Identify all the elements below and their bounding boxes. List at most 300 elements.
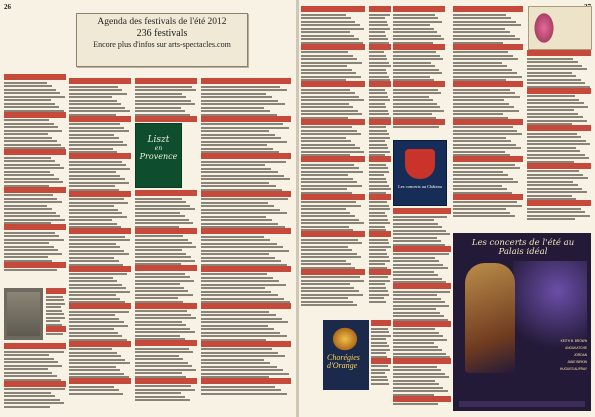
listing-text-line [393, 65, 435, 67]
listing-text-line [369, 65, 391, 67]
listing-text-line [69, 348, 112, 350]
listing-text-line [369, 263, 385, 265]
date-header-bar [393, 396, 451, 402]
listing-text-line [135, 198, 182, 200]
listing-text-line [393, 312, 440, 314]
artist-lineup [521, 338, 587, 373]
listing-text-line [135, 86, 192, 88]
listing-text-line [69, 134, 114, 136]
listing-text-line [69, 253, 129, 255]
fleur-ad [528, 6, 592, 50]
listing-text-line [393, 278, 442, 280]
listing-text-line [46, 306, 61, 308]
listing-text-line [201, 219, 272, 221]
listing-text-line [69, 110, 130, 112]
listing-text-line [393, 21, 442, 23]
listing-text-line [453, 188, 507, 190]
listing-text-line [527, 177, 588, 179]
listing-text-line [369, 297, 384, 299]
listing-text-line [453, 167, 520, 169]
listing-text-line [453, 133, 522, 135]
listing-text-line [201, 236, 264, 238]
listing-text-line [4, 358, 54, 360]
listing-text-line [135, 93, 182, 95]
listing-text-line [301, 249, 352, 251]
date-header-bar [46, 326, 66, 332]
listing-text-line [69, 335, 122, 337]
listing-text-line [393, 233, 450, 235]
date-header-bar [69, 228, 131, 234]
listing-text-line [393, 301, 445, 303]
listing-text-line [135, 249, 182, 251]
listing-text-line [369, 242, 389, 244]
listing-text-line [369, 181, 387, 183]
listing-text-line [4, 96, 65, 98]
listing-text-line [527, 150, 580, 152]
date-header-bar [453, 6, 523, 12]
listing-text-line [69, 178, 125, 180]
listing-text-line [69, 100, 117, 102]
listing-text-line [201, 260, 281, 262]
listing-text-line [527, 147, 576, 149]
listing-text-line [527, 95, 575, 97]
listing-text-line [301, 14, 346, 16]
listing-text-line [135, 392, 181, 394]
listing-text-line [527, 102, 584, 104]
agenda-header-box [76, 13, 248, 67]
listing-text-line [393, 332, 439, 334]
listing-text-line [369, 294, 389, 296]
listing-text-line [527, 106, 588, 108]
listing-text-line [69, 332, 118, 334]
listing-text-line [301, 103, 349, 105]
listing-text-line [4, 212, 56, 214]
listing-text-line [69, 239, 130, 241]
listing-text-line [453, 21, 516, 23]
listing-text-line [201, 311, 269, 313]
listing-text-line [69, 355, 121, 357]
listing-text-line [135, 314, 191, 316]
listing-text-line [371, 338, 386, 340]
listing-text-line [527, 61, 578, 63]
listing-text-line [201, 369, 283, 371]
listing-text-line [369, 96, 388, 98]
listing-text-line [4, 399, 60, 401]
festival-photo-ad [4, 288, 43, 340]
listing-text-line [69, 311, 129, 313]
date-header-bar [369, 194, 391, 200]
listing-text-line [301, 260, 346, 262]
listing-column [453, 6, 523, 229]
listing-text-line [369, 219, 388, 221]
listing-text-line [453, 164, 515, 166]
listing-text-line [371, 352, 386, 354]
listing-text-line [301, 89, 350, 91]
listing-text-line [135, 212, 180, 214]
listing-text-line [4, 85, 52, 87]
listing-text-line [369, 113, 389, 115]
listing-text-line [527, 174, 583, 176]
listing-column [527, 50, 591, 230]
listing-text-line [135, 317, 196, 319]
listing-text-line [301, 126, 352, 128]
date-header-bar [201, 303, 291, 309]
listing-text-line [135, 201, 186, 203]
listing-text-line [301, 167, 359, 169]
listing-text-line [369, 103, 385, 105]
listing-text-line [4, 160, 55, 162]
listing-text-line [301, 226, 349, 228]
listing-text-line [4, 198, 57, 200]
date-header-bar [4, 343, 66, 349]
listing-text-line [201, 280, 279, 282]
listing-text-line [69, 325, 128, 327]
listing-text-line [135, 290, 188, 292]
listing-text-line [201, 86, 280, 88]
listing-text-line [301, 276, 360, 278]
listing-text-line [69, 250, 124, 252]
listing-text-line [135, 273, 185, 275]
listing-text-line [393, 106, 440, 108]
date-header-bar [201, 78, 291, 84]
listing-text-line [201, 178, 290, 180]
listing-text-line [301, 62, 362, 64]
listing-text-line [369, 205, 389, 207]
listing-text-line [301, 72, 356, 74]
date-header-bar [527, 50, 591, 56]
listing-text-line [135, 389, 195, 391]
listing-text-line [4, 137, 52, 139]
listing-text-line [369, 92, 387, 94]
date-header-bar [301, 156, 365, 162]
listing-text-line [369, 55, 386, 57]
listing-text-line [301, 222, 364, 224]
listing-text-line [453, 24, 521, 26]
listing-text-line [527, 65, 582, 67]
listing-text-line [393, 328, 435, 330]
listing-text-line [69, 205, 114, 207]
listing-text-line [453, 181, 518, 183]
listing-text-line [69, 182, 129, 184]
listing-text-line [301, 178, 353, 180]
date-header-bar [201, 341, 291, 347]
listing-text-line [527, 143, 590, 145]
listing-text-line [371, 369, 390, 371]
listing-text-line [301, 144, 355, 146]
listing-text-line [301, 283, 350, 285]
listing-text-line [453, 126, 513, 128]
listing-text-line [201, 209, 280, 211]
listing-text-line [393, 216, 447, 218]
listing-text-line [371, 335, 391, 337]
listing-text-line [393, 305, 449, 307]
listing-text-line [393, 315, 444, 317]
listing-text-line [369, 215, 387, 217]
listing-text-line [453, 31, 510, 33]
date-header-bar [453, 81, 523, 87]
listing-text-line [393, 383, 439, 385]
listing-text-line [393, 353, 446, 355]
listing-text-line [453, 76, 522, 78]
listing-text-line [369, 287, 386, 289]
listing-text-line [301, 263, 351, 265]
concerts-chateau-ad [393, 140, 447, 206]
listing-text-line [369, 208, 390, 210]
listing-text-line [527, 113, 578, 115]
date-header-bar [301, 119, 365, 125]
listing-text-line [69, 130, 129, 132]
listing-text-line [369, 185, 389, 187]
date-header-bar [69, 78, 131, 84]
listing-text-line [453, 55, 513, 57]
listing-text-line [453, 147, 521, 149]
listing-text-line [201, 273, 267, 275]
listing-text-line [135, 256, 191, 258]
listing-text-line [393, 14, 435, 16]
listing-text-line [527, 170, 579, 172]
listing-text-line [135, 253, 186, 255]
listing-text-line [393, 298, 441, 300]
listing-text-line [201, 373, 289, 375]
listing-text-line [4, 395, 55, 397]
listing-text-line [201, 348, 272, 350]
listing-text-line [69, 96, 112, 98]
listing-text-line [371, 365, 388, 367]
listing-text-line [4, 235, 59, 237]
listing-text-line [453, 35, 515, 37]
listing-text-line [301, 181, 357, 183]
date-header-bar [4, 74, 66, 80]
listing-text-line [453, 62, 502, 64]
listing-text-line [4, 368, 48, 370]
listing-text-line [453, 38, 520, 40]
listing-text-line [393, 369, 441, 371]
listing-text-line [453, 14, 506, 16]
listing-text-line [69, 223, 117, 225]
listing-text-line [371, 328, 388, 330]
listing-text-line [301, 55, 353, 57]
listing-text-line [69, 127, 124, 129]
sponsor-strip [459, 401, 585, 407]
listing-text-line [369, 147, 388, 149]
listing-text-line [369, 301, 386, 303]
listing-text-line [301, 171, 363, 173]
listing-text-line [369, 130, 387, 132]
date-header-bar [69, 191, 131, 197]
listing-text-line [135, 310, 187, 312]
listing-text-line [201, 332, 280, 334]
listing-text-line [393, 38, 444, 40]
listing-text-line [201, 287, 265, 289]
listing-text-line [393, 373, 445, 375]
ad-headline: Provence [139, 152, 178, 161]
listing-text-line [527, 68, 587, 70]
listing-text-line [527, 208, 581, 210]
listing-text-line [135, 348, 189, 350]
listing-text-line [301, 99, 364, 101]
date-header-bar [69, 116, 131, 122]
listing-text-line [301, 253, 357, 255]
listing-text-line [369, 89, 385, 91]
date-header-bar [4, 187, 66, 193]
listing-text-line [393, 387, 443, 389]
listing-text-line [135, 358, 183, 360]
listing-text-line [453, 215, 515, 217]
listing-text-line [4, 82, 47, 84]
listing-text-line [371, 376, 387, 378]
date-header-bar [301, 81, 365, 87]
listing-text-line [301, 287, 354, 289]
listing-text-line [453, 212, 510, 214]
date-header-bar [369, 81, 391, 87]
listing-text-line [135, 103, 195, 105]
date-header-bar [301, 231, 365, 237]
date-header-bar [393, 6, 445, 12]
listing-text-line [4, 256, 48, 258]
listing-text-line [4, 239, 64, 241]
date-header-bar [393, 358, 451, 364]
listing-text-line [393, 349, 442, 351]
date-header-bar [201, 191, 291, 197]
listing-text-line [453, 92, 515, 94]
listing-text-line [135, 280, 194, 282]
listing-text-line [453, 28, 505, 30]
listing-text-line [453, 69, 512, 71]
listing-text-line [369, 38, 388, 40]
listing-text-line [135, 369, 196, 371]
listing-text-line [371, 379, 388, 381]
listing-text-line [369, 253, 387, 255]
listing-text-line [301, 208, 346, 210]
date-header-bar [201, 378, 291, 384]
listing-text-line [527, 157, 589, 159]
listing-text-line [393, 51, 436, 53]
date-header-bar [453, 119, 523, 125]
listing-text-line [69, 216, 127, 218]
date-header-bar [371, 320, 391, 326]
listing-text-line [201, 103, 285, 105]
listing-text-line [369, 137, 390, 139]
listing-text-line [301, 215, 355, 217]
listing-text-line [69, 175, 120, 177]
listing-text-line [4, 372, 52, 374]
listing-text-line [4, 351, 64, 353]
listing-column [135, 190, 197, 411]
listing-text-line [527, 215, 590, 217]
date-header-bar [201, 266, 291, 272]
listing-text-line [201, 100, 278, 102]
listing-text-line [69, 362, 130, 364]
listing-text-line [201, 328, 274, 330]
listing-text-line [369, 256, 389, 258]
listing-text-line [4, 242, 49, 244]
listing-text-line [393, 291, 450, 293]
listing-text-line [135, 107, 181, 109]
listing-text-line [69, 89, 122, 91]
route-shield-icon [405, 149, 435, 179]
listing-text-line [369, 51, 384, 53]
listing-text-line [393, 257, 435, 259]
date-header-bar [69, 378, 131, 384]
listing-text-line [453, 185, 502, 187]
listing-text-line [201, 144, 267, 146]
listing-text-line [4, 123, 54, 125]
listing-text-line [135, 331, 195, 333]
website-promo: Encore plus d'infos sur arts-spectacles.com [93, 40, 231, 49]
saxophonist-illustration [465, 263, 515, 373]
listing-text-line [393, 294, 437, 296]
date-header-bar [135, 265, 197, 271]
listing-text-line [369, 178, 386, 180]
listing-text-line [393, 126, 439, 128]
listing-text-line [201, 212, 287, 214]
listing-text-line [369, 280, 390, 282]
listing-text-line [393, 92, 441, 94]
listing-text-line [393, 390, 448, 392]
date-header-bar [69, 153, 131, 159]
listing-text-line [201, 216, 266, 218]
listing-text-line [453, 205, 522, 207]
listing-text-line [4, 215, 60, 217]
listing-text-line [201, 130, 269, 132]
listing-text-line [371, 345, 389, 347]
listing-text-line [527, 82, 585, 84]
listing-text-line [69, 287, 126, 289]
listing-text-line [201, 352, 278, 354]
listing-column [301, 6, 365, 320]
listing-text-line [527, 116, 583, 118]
listing-text-line [69, 137, 119, 139]
listing-text-line [4, 361, 58, 363]
listing-text-line [4, 130, 62, 132]
listing-text-line [69, 93, 127, 95]
listing-text-line [46, 313, 64, 315]
date-header-bar [135, 303, 197, 309]
listing-text-line [201, 321, 288, 323]
listing-text-line [201, 318, 282, 320]
listing-column [369, 6, 391, 316]
listing-text-line [369, 151, 390, 153]
listing-text-line [4, 208, 52, 210]
listing-text-line [69, 141, 123, 143]
listing-text-line [453, 89, 510, 91]
listing-text-line [301, 205, 361, 207]
listing-text-line [201, 277, 273, 279]
listing-text-line [4, 157, 51, 159]
listing-text-line [46, 299, 64, 301]
date-header-bar [369, 44, 391, 50]
listing-text-line [4, 232, 55, 234]
listing-text-line [46, 333, 63, 335]
listing-text-line [201, 182, 269, 184]
listing-text-line [69, 314, 115, 316]
listing-text-line [527, 188, 582, 190]
listing-text-line [393, 110, 444, 112]
listing-text-line [393, 237, 437, 239]
listing-text-line [4, 164, 60, 166]
listing-text-line [301, 69, 352, 71]
listing-text-line [369, 249, 386, 251]
listing-text-line [453, 99, 504, 101]
listing-text-line [369, 260, 390, 262]
listing-text-line [393, 76, 430, 78]
listing-text-line [201, 161, 286, 163]
listing-text-line [69, 321, 124, 323]
listing-text-line [201, 89, 287, 91]
listing-text-line [135, 110, 185, 112]
listing-text-line [201, 93, 266, 95]
date-header-bar [371, 358, 391, 364]
